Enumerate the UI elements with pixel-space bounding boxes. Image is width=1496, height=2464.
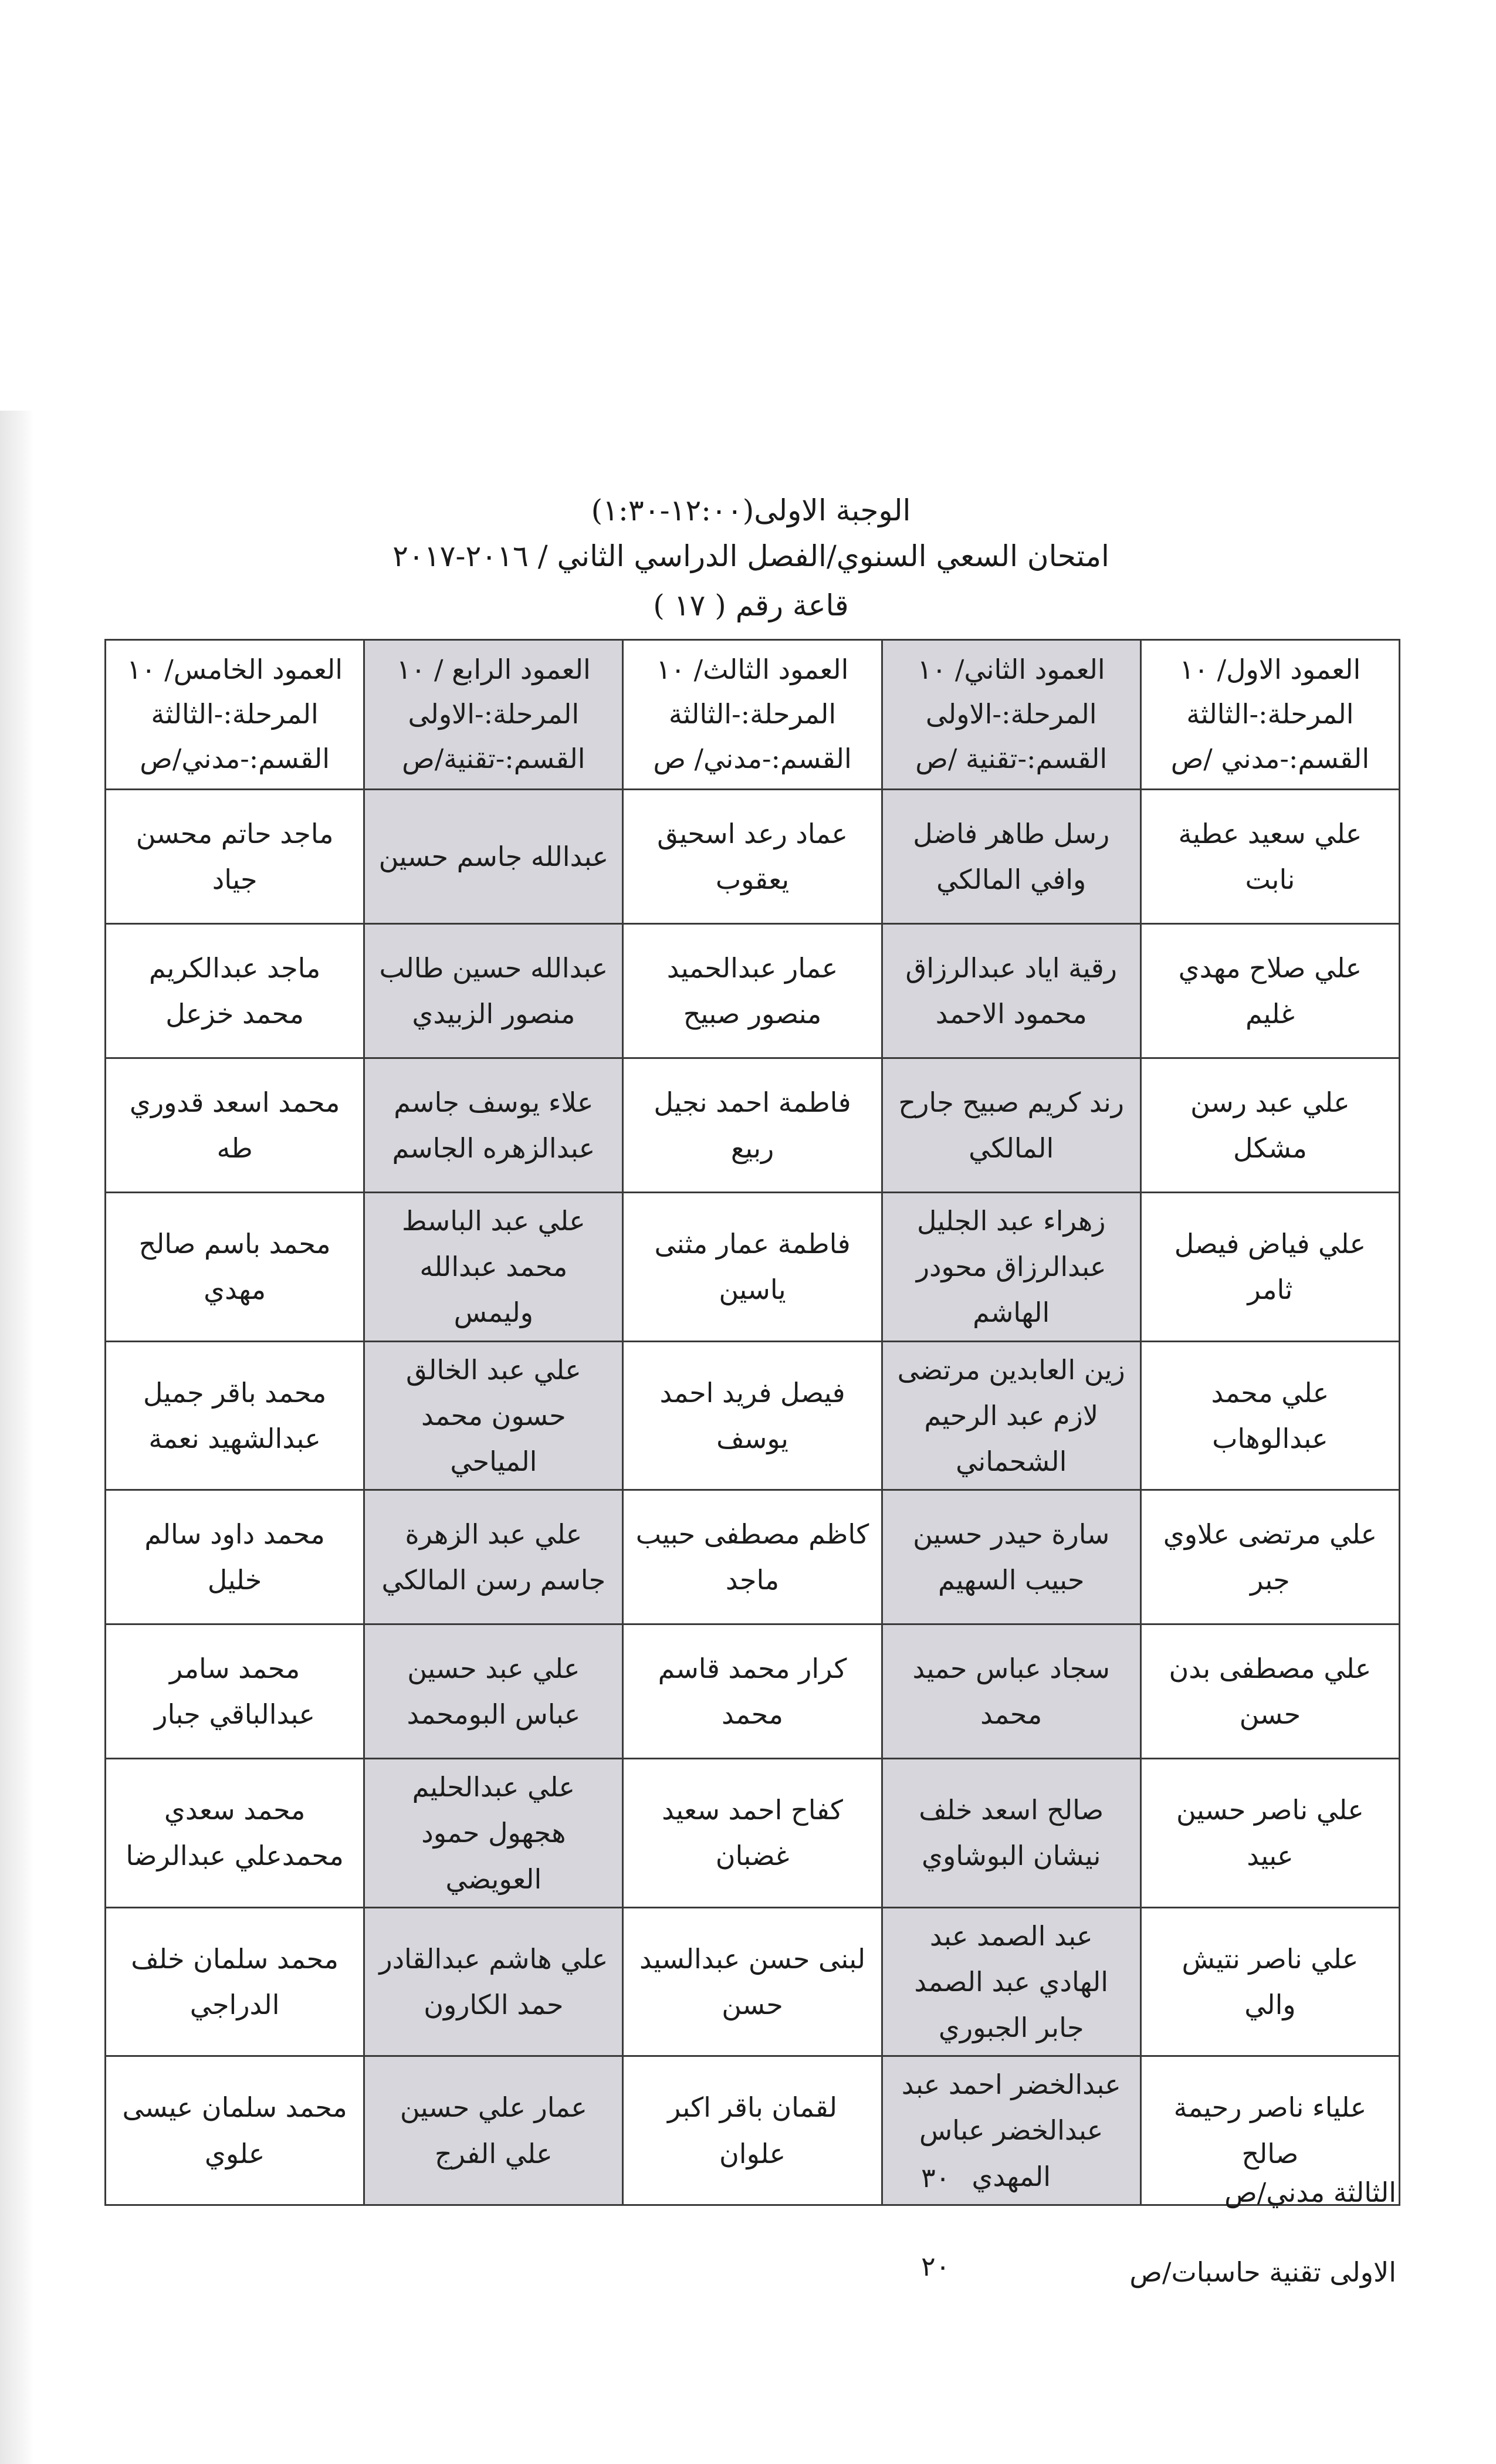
table-row bbox=[106, 1193, 1400, 1342]
student-name-cell: صالح اسعد خلف نيشان البوشاوي bbox=[882, 1759, 1140, 1908]
student-name-cell: علي ناصر نتيش والي bbox=[1140, 1907, 1399, 2056]
student-name-cell: محمد سعدي محمدعلي عبدالرضا bbox=[106, 1759, 364, 1908]
student-name-cell: سارة حيدر حسين حبيب السهيم bbox=[882, 1490, 1140, 1624]
table-row bbox=[106, 1341, 1400, 1490]
column-stage: المرحلة:-الاولى bbox=[925, 698, 1097, 730]
student-name-cell: لقمان باقر اكبر علوان bbox=[623, 2056, 882, 2205]
column-department: القسم:-تقنية /ص bbox=[915, 742, 1108, 774]
student-name-cell: علي عبد حسين عباس البومحمد bbox=[364, 1624, 623, 1759]
table-row bbox=[106, 1907, 1400, 2056]
column-header-1 bbox=[1140, 640, 1399, 790]
footer-tech-count: ٢٠ bbox=[921, 2250, 950, 2282]
student-name-cell: رقية اياد عبدالرزاق محمود الاحمد bbox=[882, 924, 1140, 1058]
table-row bbox=[106, 1490, 1400, 1624]
column-title: العمود الرابع / ١٠ bbox=[396, 654, 591, 686]
student-name-cell: محمد باقر جميل عبدالشهيد نعمة bbox=[106, 1341, 364, 1490]
student-name-cell: عبدالله حسين طالب منصور الزبيدي bbox=[364, 924, 623, 1058]
student-name-cell: علي عبد الخالق حسون محمد المياحي bbox=[364, 1341, 623, 1490]
student-name-cell: علي مرتضى علاوي جبر bbox=[1140, 1490, 1399, 1624]
hall-number: قاعة رقم ( ١٧ ) bbox=[653, 588, 849, 622]
student-name-cell: علي ناصر حسين عبيد bbox=[1140, 1759, 1399, 1908]
table-row bbox=[106, 1759, 1400, 1908]
student-name-cell: علي هاشم عبدالقادر حمد الكارون bbox=[364, 1907, 623, 2056]
student-name-cell: كرار محمد قاسم محمد bbox=[623, 1624, 882, 1759]
student-name-cell: زهراء عبد الجليل عبدالرزاق محودر الهاشم bbox=[882, 1193, 1140, 1342]
student-name-cell: محمد سامر عبدالباقي جبار bbox=[106, 1624, 364, 1759]
column-department: القسم:-تقنية/ص bbox=[402, 742, 585, 774]
table-row bbox=[106, 1624, 1400, 1759]
student-name-cell: علي فياض فيصل ثامر bbox=[1140, 1193, 1399, 1342]
student-name-cell: عمار عبدالحميد منصور صبيح bbox=[623, 924, 882, 1058]
table-row bbox=[106, 1058, 1400, 1193]
column-header-3 bbox=[623, 640, 882, 790]
student-name-cell: فاطمة احمد نجيل ربيع bbox=[623, 1058, 882, 1193]
student-name-cell: علي صلاح مهدي غليم bbox=[1140, 924, 1399, 1058]
column-title: العمود الخامس/ ١٠ bbox=[127, 654, 343, 686]
student-name-cell: علي عبد الباسط محمد عبدالله وليمس bbox=[364, 1193, 623, 1342]
exam-term-title: امتحان السعي السنوي/الفصل الدراسي الثاني / ٢٠١٦-٢٠١٧ bbox=[392, 539, 1109, 573]
column-department: القسم:-مدني/ص bbox=[140, 742, 330, 774]
student-name-cell: عمار علي حسين علي الفرج bbox=[364, 2056, 623, 2205]
student-name-cell: رسل طاهر فاضل وافي المالكي bbox=[882, 790, 1140, 924]
student-name-cell: محمد سلمان عيسى علوي bbox=[106, 2056, 364, 2205]
student-name-cell: رند كريم صبيح جارح المالكي bbox=[882, 1058, 1140, 1193]
student-name-cell: علي مصطفى بدن حسن bbox=[1140, 1624, 1399, 1759]
student-name-cell: كاظم مصطفى حبيب ماجد bbox=[623, 1490, 882, 1624]
student-name-cell: زين العابدين مرتضى لازم عبد الرحيم الشحماني bbox=[882, 1341, 1140, 1490]
student-name-cell: كفاح احمد سعيد غضبان bbox=[623, 1759, 882, 1908]
student-name-cell: فاطمة عمار مثنى ياسين bbox=[623, 1193, 882, 1342]
student-name-cell: علي عبد الزهرة جاسم رسن المالكي bbox=[364, 1490, 623, 1624]
column-department: القسم:-مدني/ ص bbox=[653, 742, 852, 774]
column-stage: المرحلة:-الثالثة bbox=[151, 698, 319, 730]
student-name-cell: عبدالخضر احمد عبد عبدالخضر عباس المهدي bbox=[882, 2056, 1140, 2205]
student-name-cell: عبدالله جاسم حسين bbox=[364, 790, 623, 924]
student-name-cell: عبد الصمد عبد الهادي عبد الصمد جابر الجبوري bbox=[882, 1907, 1140, 2056]
student-name-cell: علاء يوسف جاسم عبدالزهره الجاسم bbox=[364, 1058, 623, 1193]
scan-edge-shadow bbox=[0, 411, 34, 2464]
column-title: العمود الاول/ ١٠ bbox=[1179, 654, 1361, 686]
footer-civil-label: الثالثة مدني/ص bbox=[1224, 2177, 1396, 2208]
footer-tech-label: الاولى تقنية حاسبات/ص bbox=[1129, 2256, 1396, 2288]
column-header-5 bbox=[106, 640, 364, 790]
column-header-2 bbox=[882, 640, 1140, 790]
student-name-cell: محمد باسم صالح مهدي bbox=[106, 1193, 364, 1342]
column-title: العمود الثالث/ ١٠ bbox=[656, 654, 849, 686]
student-name-cell: علي عبد رسن مشكل bbox=[1140, 1058, 1399, 1193]
student-name-cell: ماجد عبدالكريم محمد خزعل bbox=[106, 924, 364, 1058]
student-name-cell: علي سعيد عطية نابت bbox=[1140, 790, 1399, 924]
student-name-cell: ماجد حاتم محسن جياد bbox=[106, 790, 364, 924]
student-name-cell: سجاد عباس حميد محمد bbox=[882, 1624, 1140, 1759]
column-header-4 bbox=[364, 640, 623, 790]
student-name-cell: عماد رعد اسحيق يعقوب bbox=[623, 790, 882, 924]
student-name-cell: فيصل فريد احمد يوسف bbox=[623, 1341, 882, 1490]
footer-civil-count: ٣٠ bbox=[921, 2162, 950, 2194]
column-department: القسم:-مدني /ص bbox=[1170, 742, 1370, 774]
student-name-cell: محمد اسعد قدوري طه bbox=[106, 1058, 364, 1193]
table-row bbox=[106, 2056, 1400, 2205]
column-header-row bbox=[106, 640, 1400, 790]
student-name-cell: علي محمد عبدالوهاب bbox=[1140, 1341, 1399, 1490]
student-name-cell: علياء ناصر رحيمة صالح bbox=[1140, 2056, 1399, 2205]
column-stage: المرحلة:-الاولى bbox=[408, 698, 580, 730]
column-stage: المرحلة:-الثالثة bbox=[1186, 698, 1354, 730]
column-stage: المرحلة:-الثالثة bbox=[668, 698, 837, 730]
table-row bbox=[106, 924, 1400, 1058]
table-row bbox=[106, 790, 1400, 924]
exam-session-title: الوجبة الاولى(١٢:٠٠-١:٣٠) bbox=[591, 493, 911, 527]
student-name-cell: محمد سلمان خلف الدراجي bbox=[106, 1907, 364, 2056]
student-name-cell: محمد داود سالم خليل bbox=[106, 1490, 364, 1624]
student-name-cell: علي عبدالحليم هجهول حمود العويضي bbox=[364, 1759, 623, 1908]
column-title: العمود الثاني/ ١٠ bbox=[917, 654, 1105, 686]
student-name-cell: لبنى حسن عبدالسيد حسن bbox=[623, 1907, 882, 2056]
seating-table bbox=[104, 639, 1400, 2206]
